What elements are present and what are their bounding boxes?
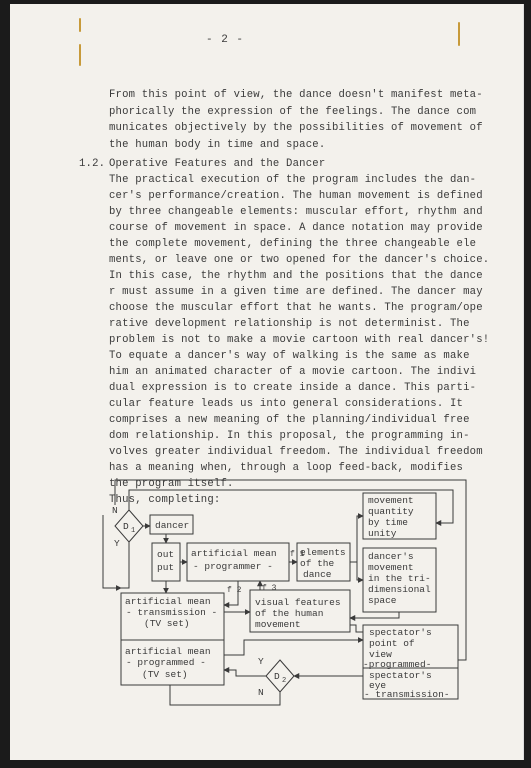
text-line: volves greater individual freedom. The individual freedom (109, 446, 483, 458)
text-line: the human body in time and space. (109, 139, 326, 151)
text-line: by three changeable elements: muscular effort, rhythm and (109, 206, 483, 218)
d2-subscript: 2 (282, 677, 287, 685)
spectator-eye-label: - transmission- (364, 689, 450, 700)
connector (350, 625, 363, 632)
spectator-view-label: spectator's (369, 627, 432, 638)
f3-label: f 3 (262, 584, 277, 593)
text-line: dom relationship. In this proposal, the programming in- (109, 430, 470, 442)
connector (121, 542, 129, 588)
output-label: put (157, 562, 175, 573)
label-y-left: Y (114, 538, 120, 549)
text-line: course of movement in space. A dance notation may provide (109, 222, 483, 234)
connector (350, 516, 363, 562)
movement-quantity-label: quantity (368, 506, 414, 517)
text-line: choose the muscular effort that he wants. The program/ope (109, 302, 483, 314)
text-line: Thus, completing: (109, 494, 221, 506)
programmed-label: (TV set) (142, 669, 188, 680)
d1-label: D (123, 521, 129, 532)
movement-quantity-label: by time (368, 517, 408, 528)
elements-label: dance (303, 569, 332, 580)
text-line: cer's performance/creation. The human movement is defined (109, 190, 483, 202)
text-line: him an animated character of a movie cartoon. The indivi (109, 366, 477, 378)
text-line: To equate a dancer's way of walking is the same as make (109, 350, 470, 362)
output-label: out (157, 549, 175, 560)
transmission-label: - transmission - (126, 607, 218, 618)
decision-d2-diamond (266, 660, 294, 692)
section-number: 1.2. (79, 158, 106, 170)
section-title: Operative Features and the Dancer (109, 158, 326, 170)
dancers-movement-label: movement (368, 562, 414, 573)
text-line: has a meaning when, through a loop feed-back, modifies (109, 462, 464, 474)
connector (103, 515, 121, 588)
movement-quantity-label: unity (368, 528, 397, 539)
programmed-label: artificial mean (125, 646, 211, 657)
visual-features-label: visual features (255, 597, 341, 608)
page-number: - 2 - (206, 34, 245, 46)
f2-label: f 2 (227, 586, 242, 595)
connector (350, 612, 399, 618)
text-line: problem is not to make a movie cartoon with real dancer's! (109, 334, 490, 346)
text-line: In this case, the rhythm and the positions that the dance (109, 270, 483, 282)
text-line: the complete movement, defining the three changeable ele (109, 238, 477, 250)
spectator-view-label: point of (369, 638, 415, 649)
connector (224, 670, 266, 676)
dancers-movement-label: dimensional (368, 584, 431, 595)
spectator-eye-label: eye (369, 680, 387, 691)
label-y-d2: Y (258, 656, 264, 667)
dancers-movement-label: in the tri- (368, 573, 431, 584)
text-line: From this point of view, the dance doesn't manifest meta- (109, 89, 483, 101)
programmer-label: - programmer - (193, 561, 273, 572)
spectator-view-label: view (369, 649, 392, 660)
connector (357, 562, 363, 580)
programmed-label: - programmed - (126, 657, 206, 668)
text-line: municates objectively by the possibilities of movement of (109, 122, 483, 134)
text-line: The practical execution of the program includes the dan- (109, 174, 477, 186)
dancers-movement-label: space (368, 595, 397, 606)
visual-features-label: of the human (255, 608, 324, 619)
spectator-eye-label: spectator's (369, 670, 432, 681)
text-line: rative development relationship is not determinist. The (109, 318, 470, 330)
connector (224, 640, 363, 655)
d2-label: D (274, 671, 280, 682)
d1-subscript: 1 (131, 527, 136, 535)
visual-features-label: movement (255, 619, 301, 630)
text-line: cular feature leads us into general considerations. It (109, 398, 464, 410)
label-n-d2: N (258, 687, 264, 698)
spectator-view-label: -programmed- (363, 659, 432, 670)
label-n-top: N (112, 505, 118, 516)
dancers-movement-label: dancer's (368, 551, 414, 562)
elements-label: of the (300, 558, 335, 569)
transmission-label: artificial mean (125, 596, 211, 607)
text-line: r must assume in a given time are defined. The dancer may (109, 286, 483, 298)
movement-quantity-label: movement (368, 495, 414, 506)
f1-label: f 1 (290, 550, 305, 559)
transmission-label: (TV set) (144, 618, 190, 629)
elements-label: elements (300, 547, 346, 558)
text-line: dual expression is to create inside a dance. This parti- (109, 382, 477, 394)
text-line: ments, or leave one or two opened for the dancer's choice. (109, 254, 490, 266)
programmer-label: artificial mean (191, 548, 277, 559)
text-line: the program itself. (109, 478, 234, 490)
dancer-label: dancer (155, 520, 190, 531)
text-line: comprises a new meaning of the planning/individual free (109, 414, 470, 426)
text-line: phorically the expression of the feelings. The dance com (109, 106, 477, 118)
